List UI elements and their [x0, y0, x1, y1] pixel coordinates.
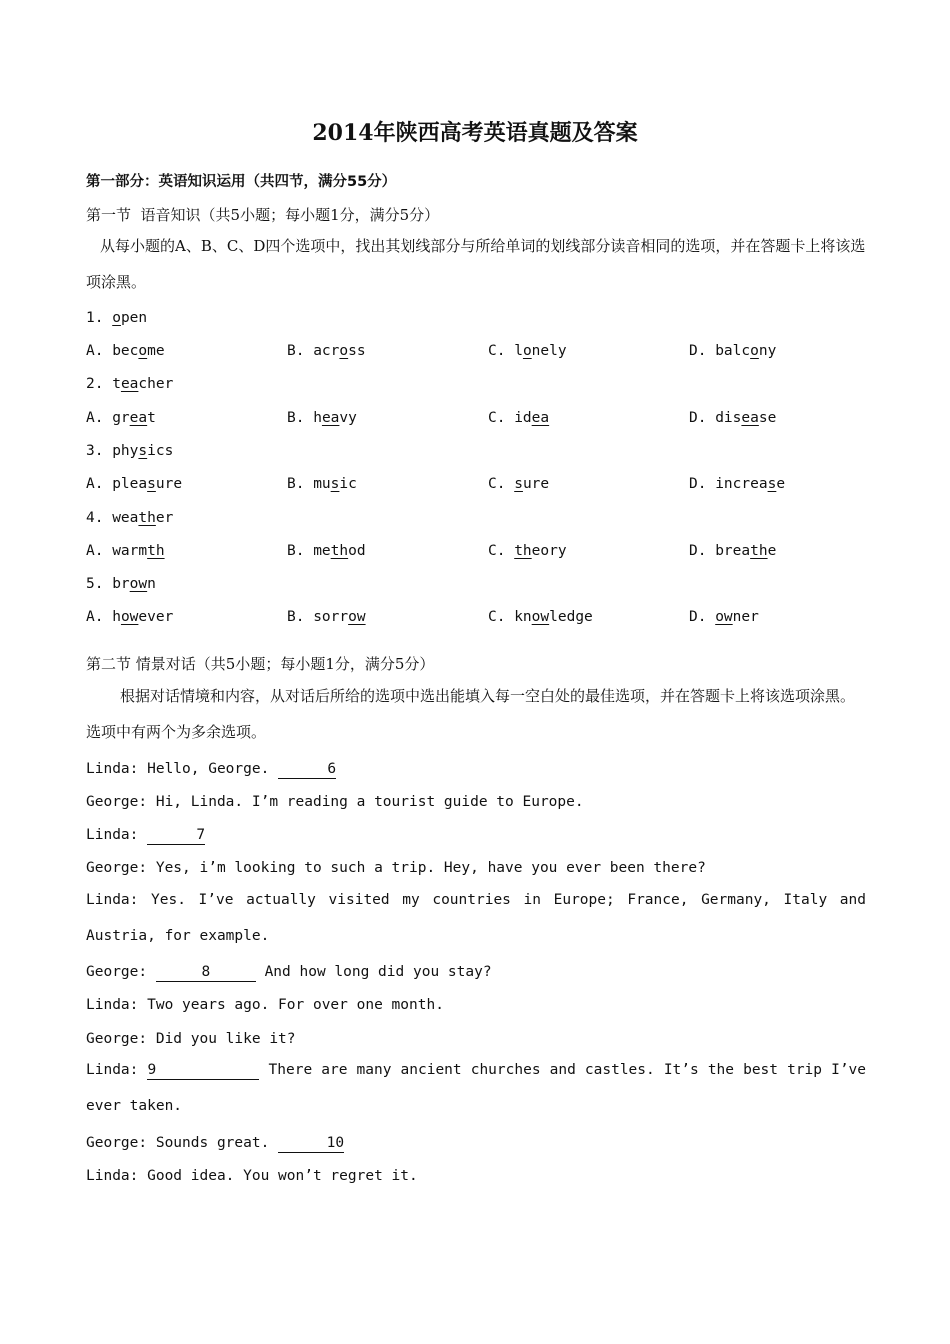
dialogue-line-6 — [86, 962, 492, 982]
word-part: h — [313, 410, 322, 426]
word-part: od — [348, 543, 366, 559]
question-word — [86, 443, 173, 459]
underlined-letters: ea — [531, 410, 550, 426]
word-part: nely — [531, 343, 567, 359]
dialogue-text: Linda: — [86, 827, 148, 843]
option-d — [689, 343, 776, 359]
dialogue-text: Linda: — [86, 1062, 148, 1078]
question-number: 2. — [86, 376, 104, 392]
section2-heading: 第二节 情景对话（共5小题；每小题1分，满分5分） — [86, 655, 435, 673]
word-part: cher — [138, 376, 174, 392]
word-part: brea — [715, 543, 751, 559]
blank-10: 10 — [278, 1134, 344, 1153]
dialogue-line-1 — [86, 759, 336, 779]
section1-instructions: 从每小题的A、B、C、D四个选项中，找出其划线部分与所给单词的划线部分读音相同的选项，并在答题卡上将该选项涂黑。 — [86, 237, 866, 291]
word-part: me — [313, 543, 331, 559]
option-d — [689, 543, 776, 559]
question-number: 1. — [86, 310, 104, 326]
option-letter: A. — [86, 543, 104, 559]
option-d — [689, 410, 776, 426]
dialogue-line-4: George: Yes, i’m looking to such a trip. Hey, have you ever been there? — [86, 860, 706, 876]
word-part: balc — [715, 343, 751, 359]
underlined-letters: th — [330, 543, 349, 559]
word-part: h — [112, 609, 121, 625]
word-part: wea — [112, 510, 139, 526]
question-word — [86, 510, 173, 526]
option-letter: B. — [287, 609, 305, 625]
option-b — [287, 410, 357, 426]
option-letter: B. — [287, 343, 305, 359]
option-c — [488, 476, 549, 492]
dialogue-line-11: Linda: Good idea. You won’t regret it. — [86, 1168, 418, 1184]
option-a — [86, 410, 156, 426]
word-part: ics — [147, 443, 174, 459]
option-a — [86, 609, 173, 625]
underlined-letters: o — [750, 343, 759, 359]
option-letter: C. — [488, 543, 506, 559]
word-part: sorr — [313, 609, 349, 625]
underlined-letters: ow — [129, 576, 148, 592]
word-part: br — [112, 576, 130, 592]
option-letter: C. — [488, 343, 506, 359]
underlined-letters: ow — [348, 609, 366, 625]
word-part: me — [147, 343, 165, 359]
word-part: mu — [313, 476, 331, 492]
underlined-letters: s — [767, 476, 777, 492]
word-part: plea — [112, 476, 148, 492]
word-part: phy — [112, 443, 139, 459]
word-part: vy — [339, 410, 357, 426]
underlined-letters: s — [514, 476, 523, 492]
blank-6: 6 — [278, 760, 336, 779]
question-number: 3. — [86, 443, 104, 459]
underlined-letters: o — [339, 343, 349, 359]
option-b — [287, 476, 357, 492]
underlined-letters: th — [147, 543, 165, 559]
word-part: e — [776, 476, 786, 492]
word-part: ure — [522, 476, 550, 492]
underlined-letters: ea — [321, 410, 340, 426]
word-part: ure — [155, 476, 183, 492]
dialogue-text: George: — [86, 964, 156, 980]
section2-instructions: 根据对话情境和内容，从对话后所给的选项中选出能填入每一空白处的最佳选项，并在答题卡上将该选项涂黑。选项中有两个为多余选项。 — [86, 687, 856, 741]
word-part: er — [155, 510, 174, 526]
word-part: pen — [120, 310, 148, 326]
word-part: l — [514, 343, 523, 359]
word-part: bec — [112, 343, 139, 359]
dialogue-line-5: Linda: Yes. I’ve actually visited my countries in Europe; France, Germany, Italy and Austria, for example. — [86, 892, 866, 944]
dialogue-line-2: George: Hi, Linda. I’m reading a tourist guide to Europe. — [86, 794, 584, 810]
option-a — [86, 343, 165, 359]
option-letter: A. — [86, 476, 104, 492]
question-number: 4. — [86, 510, 104, 526]
underlined-letters: th — [750, 543, 768, 559]
word-part: ny — [758, 343, 777, 359]
dialogue-line-3 — [86, 825, 205, 845]
underlined-letters: ow — [531, 609, 550, 625]
underlined-letters: o — [112, 310, 121, 326]
underlined-letters: ea — [129, 410, 148, 426]
word-part: n — [147, 576, 156, 592]
word-part: ner — [732, 609, 759, 625]
option-letter: B. — [287, 476, 305, 492]
option-d — [689, 476, 785, 492]
word-part: gr — [112, 410, 130, 426]
part1-heading: 第一部分：英语知识运用（共四节，满分55分） — [86, 174, 397, 190]
option-letter: D. — [689, 609, 707, 625]
option-a — [86, 543, 165, 559]
word-part: t — [147, 410, 156, 426]
dialogue-text: George: Sounds great. — [86, 1135, 279, 1151]
option-letter: D. — [689, 410, 707, 426]
underlined-letters: th — [514, 543, 532, 559]
option-letter: A. — [86, 410, 104, 426]
underlined-letters: ea — [741, 410, 759, 426]
option-a — [86, 476, 182, 492]
blank-8: 8 — [156, 963, 256, 982]
section1-heading: 第一节 语音知识（共5小题；每小题1分，满分5分） — [86, 206, 440, 224]
question-word — [86, 376, 173, 392]
word-part: ic — [339, 476, 357, 492]
dialogue-line-9 — [86, 1052, 866, 1124]
word-part: dis — [715, 410, 742, 426]
word-part: warm — [112, 543, 148, 559]
page-title: 2014年陕西高考英语真题及答案 — [312, 120, 638, 146]
word-part: ss — [348, 343, 366, 359]
underlined-letters: o — [138, 343, 148, 359]
option-b — [287, 609, 366, 625]
underlined-letters: s — [138, 443, 148, 459]
option-b — [287, 343, 366, 359]
dialogue-line-10 — [86, 1133, 344, 1153]
dialogue-text: Linda: Hello, George. — [86, 761, 279, 777]
option-letter: A. — [86, 343, 104, 359]
dialogue-text: And how long did you stay? — [255, 964, 492, 980]
dialogue-line-7: Linda: Two years ago. For over one month. — [86, 997, 444, 1013]
word-part: se — [758, 410, 777, 426]
word-part: ledge — [549, 609, 593, 625]
option-letter: A. — [86, 609, 104, 625]
word-part: e — [767, 543, 777, 559]
option-letter: B. — [287, 410, 305, 426]
option-letter: B. — [287, 543, 305, 559]
underlined-letters: s — [330, 476, 340, 492]
question-number: 5. — [86, 576, 104, 592]
word-part: acr — [313, 343, 340, 359]
underlined-letters: o — [522, 343, 532, 359]
word-part: kn — [514, 609, 532, 625]
option-letter: D. — [689, 543, 707, 559]
option-letter: D. — [689, 343, 707, 359]
blank-9: 9 — [147, 1061, 259, 1080]
underlined-letters: ow — [715, 609, 733, 625]
underlined-letters: th — [138, 510, 156, 526]
dialogue-text: There are many ancient churches and castles. It’s the best trip I’ve ever taken. — [86, 1062, 867, 1114]
option-c — [488, 343, 567, 359]
word-part: ever — [138, 609, 174, 625]
word-part: id — [514, 410, 532, 426]
option-c — [488, 410, 549, 426]
underlined-letters: s — [147, 476, 156, 492]
blank-7: 7 — [147, 826, 205, 845]
option-b — [287, 543, 366, 559]
word-part: t — [112, 376, 121, 392]
option-letter: C. — [488, 609, 506, 625]
option-c — [488, 543, 567, 559]
underlined-letters: ow — [120, 609, 139, 625]
option-d — [689, 609, 759, 625]
question-word — [86, 576, 156, 592]
word-part: eory — [531, 543, 567, 559]
question-word — [86, 310, 147, 326]
option-letter: C. — [488, 476, 506, 492]
option-letter: C. — [488, 410, 506, 426]
underlined-letters: ea — [120, 376, 139, 392]
option-letter: D. — [689, 476, 707, 492]
word-part: increa — [715, 476, 768, 492]
dialogue-line-8: George: Did you like it? — [86, 1031, 296, 1047]
option-c — [488, 609, 593, 625]
